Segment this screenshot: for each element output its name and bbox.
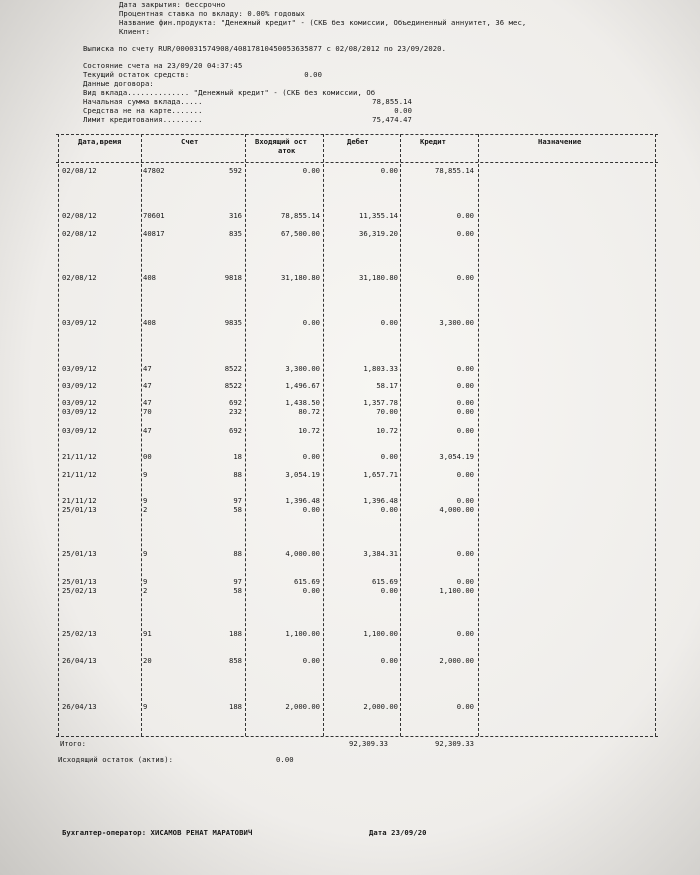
- table-cell-account: 40817: [143, 229, 165, 238]
- table-cell-incoming: 78,855.14: [281, 211, 320, 220]
- table-cell-account: 9835: [224, 318, 242, 327]
- table-cell-incoming: 31,180.80: [281, 273, 320, 282]
- table-cell-date: 21/11/12: [62, 470, 97, 479]
- table-cell-account: 47802: [143, 166, 165, 175]
- table-cell-date: 21/11/12: [62, 496, 97, 505]
- table-cell-incoming: 0.00: [302, 452, 320, 461]
- table-cell-date: 03/09/12: [62, 318, 97, 327]
- table-cell-credit: 2,000.00: [439, 656, 474, 665]
- table-header-incoming-2: аток: [278, 146, 296, 155]
- account-info-value: 78,855.14: [372, 97, 412, 106]
- table-cell-date: 03/09/12: [62, 426, 97, 435]
- table-cell-date: 02/08/12: [62, 211, 97, 220]
- table-cell-incoming: 67,500.00: [281, 229, 320, 238]
- table-column-rule: [323, 134, 324, 736]
- table-top-rule: [56, 134, 658, 135]
- table-cell-debit: 58.17: [376, 381, 398, 390]
- table-cell-credit: 0.00: [456, 398, 474, 407]
- account-info-value: 0.00: [394, 106, 412, 115]
- table-cell-account: 9: [143, 702, 148, 711]
- table-cell-incoming: 0.00: [302, 656, 320, 665]
- table-cell-account: 692: [229, 426, 242, 435]
- table-cell-incoming: 1,496.67: [285, 381, 320, 390]
- table-cell-account: 9: [143, 577, 148, 586]
- table-cell-account: 858: [229, 656, 242, 665]
- table-cell-debit: 1,657.71: [363, 470, 398, 479]
- table-cell-date: 25/02/13: [62, 586, 97, 595]
- table-cell-date: 02/08/12: [62, 166, 97, 175]
- report-date: Дата 23/09/20: [369, 828, 427, 837]
- table-cell-account: 8522: [224, 381, 242, 390]
- table-cell-incoming: 4,000.00: [285, 549, 320, 558]
- table-cell-date: 03/09/12: [62, 381, 97, 390]
- table-cell-credit: 0.00: [456, 549, 474, 558]
- table-header-credit: Кредит: [420, 137, 446, 146]
- table-cell-credit: 0.00: [456, 426, 474, 435]
- table-cell-incoming: 1,438.50: [285, 398, 320, 407]
- table-cell-credit: 0.00: [456, 273, 474, 282]
- table-cell-debit: 1,803.33: [363, 364, 398, 373]
- table-cell-account: 835: [229, 229, 242, 238]
- table-cell-account: 692: [229, 398, 242, 407]
- table-cell-credit: 1,100.00: [439, 586, 474, 595]
- table-cell-debit: 0.00: [380, 656, 398, 665]
- table-cell-incoming: 3,054.19: [285, 470, 320, 479]
- table-cell-incoming: 0.00: [302, 505, 320, 514]
- totals-debit: 92,309.33: [349, 739, 388, 748]
- totals-credit: 92,309.33: [435, 739, 474, 748]
- accountant-name: Бухгалтер-оператор: ХИСАМОВ РЕНАТ МАРАТОВИЧ: [62, 828, 253, 837]
- table-cell-date: 03/09/12: [62, 398, 97, 407]
- table-cell-account: 00: [143, 452, 152, 461]
- table-cell-account: 47: [143, 398, 152, 407]
- table-cell-credit: 0.00: [456, 229, 474, 238]
- table-cell-credit: 3,300.00: [439, 318, 474, 327]
- outgoing-balance-label: Исходящий остаток (актив):: [58, 755, 174, 764]
- table-cell-date: 25/01/13: [62, 577, 97, 586]
- table-cell-account: 47: [143, 426, 152, 435]
- table-cell-account: 91: [143, 629, 152, 638]
- table-cell-credit: 78,855.14: [435, 166, 474, 175]
- table-cell-credit: 0.00: [456, 211, 474, 220]
- table-cell-date: 03/09/12: [62, 407, 97, 416]
- table-header-rule: [56, 162, 658, 163]
- table-cell-credit: 0.00: [456, 702, 474, 711]
- table-cell-credit: 3,054.19: [439, 452, 474, 461]
- table-cell-account: 20: [143, 656, 152, 665]
- account-info-value: 0.00: [304, 70, 322, 79]
- table-cell-credit: 0.00: [456, 577, 474, 586]
- account-info-value: 75,474.47: [372, 115, 412, 124]
- table-cell-credit: 0.00: [456, 496, 474, 505]
- account-info-label: Данные договора:: [83, 79, 154, 88]
- table-column-rule: [141, 134, 142, 736]
- table-cell-credit: 0.00: [456, 407, 474, 416]
- table-bottom-rule: [56, 736, 658, 737]
- table-cell-account: 232: [229, 407, 242, 416]
- table-cell-debit: 2,000.00: [363, 702, 398, 711]
- table-cell-incoming: 80.72: [298, 407, 320, 416]
- table-cell-account: 88: [233, 470, 242, 479]
- table-column-rule: [400, 134, 401, 736]
- product-name: Название фин.продукта: "Денежный кредит" - (СКБ без комиссии, Объединенный аннуитет, 36 мес,: [119, 18, 527, 27]
- table-cell-credit: 0.00: [456, 381, 474, 390]
- account-info-label: Состояние счета на 23/09/20 04:37:45: [83, 61, 243, 70]
- table-cell-credit: 4,000.00: [439, 505, 474, 514]
- statement-title: Выписка по счету RUR/000031574908/40817810450053635877 с 02/08/2012 по 23/09/2020.: [83, 44, 447, 53]
- table-cell-incoming: 0.00: [302, 586, 320, 595]
- table-cell-account: 2: [143, 586, 148, 595]
- table-cell-debit: 1,357.78: [363, 398, 398, 407]
- table-cell-date: 26/04/13: [62, 702, 97, 711]
- table-cell-incoming: 3,300.00: [285, 364, 320, 373]
- table-cell-account: 58: [233, 505, 242, 514]
- closing-date: Дата закрытия: бессрочно: [119, 0, 226, 9]
- table-cell-incoming: 1,396.48: [285, 496, 320, 505]
- table-cell-debit: 0.00: [380, 452, 398, 461]
- table-cell-date: 02/08/12: [62, 229, 97, 238]
- table-cell-account: 2: [143, 505, 148, 514]
- table-column-rule: [655, 134, 656, 736]
- table-cell-account: 9: [143, 549, 148, 558]
- table-cell-account: 88: [233, 549, 242, 558]
- table-cell-debit: 0.00: [380, 586, 398, 595]
- table-cell-incoming: 1,100.00: [285, 629, 320, 638]
- table-cell-debit: 0.00: [380, 318, 398, 327]
- table-cell-credit: 0.00: [456, 470, 474, 479]
- table-cell-account: 9818: [224, 273, 242, 282]
- table-cell-date: 26/04/13: [62, 656, 97, 665]
- table-cell-account: 58: [233, 586, 242, 595]
- table-cell-debit: 11,355.14: [359, 211, 398, 220]
- client-label: Клиент:: [119, 27, 150, 36]
- table-cell-incoming: 0.00: [302, 318, 320, 327]
- table-cell-incoming: 0.00: [302, 166, 320, 175]
- table-cell-incoming: 10.72: [298, 426, 320, 435]
- table-cell-account: 188: [229, 702, 242, 711]
- account-info-label: Текущий остаток средств:: [83, 70, 190, 79]
- table-column-rule: [58, 134, 59, 736]
- table-cell-debit: 70.00: [376, 407, 398, 416]
- table-cell-account: 70: [143, 407, 152, 416]
- table-cell-date: 21/11/12: [62, 452, 97, 461]
- table-cell-account: 8522: [224, 364, 242, 373]
- table-cell-credit: 0.00: [456, 364, 474, 373]
- table-header-incoming-1: Входящий ост: [255, 137, 307, 146]
- table-cell-debit: 615.69: [372, 577, 398, 586]
- account-info-label: Начальная сумма вклада.....: [83, 97, 203, 106]
- table-cell-account: 408: [143, 273, 156, 282]
- account-info-label: Средства не на карте.......: [83, 106, 203, 115]
- table-cell-account: 97: [233, 496, 242, 505]
- table-cell-account: 9: [143, 496, 148, 505]
- table-column-rule: [478, 134, 479, 736]
- table-cell-debit: 0.00: [380, 166, 398, 175]
- table-cell-date: 03/09/12: [62, 364, 97, 373]
- table-cell-account: 408: [143, 318, 156, 327]
- account-info-label: Лимит кредитования.........: [83, 115, 203, 124]
- table-header-date: Дата,время: [78, 137, 122, 146]
- table-cell-account: 592: [229, 166, 242, 175]
- interest-rate: Процентная ставка по вкладу: 0.00% годовых: [119, 9, 305, 18]
- table-cell-incoming: 615.69: [294, 577, 320, 586]
- table-cell-account: 70601: [143, 211, 165, 220]
- table-cell-account: 9: [143, 470, 148, 479]
- table-cell-account: 97: [233, 577, 242, 586]
- table-header-account: Счет: [181, 137, 199, 146]
- table-cell-account: 47: [143, 364, 152, 373]
- table-cell-debit: 36,319.20: [359, 229, 398, 238]
- table-cell-account: 47: [143, 381, 152, 390]
- table-header-debit: Дебет: [347, 137, 369, 146]
- table-cell-credit: 0.00: [456, 629, 474, 638]
- table-cell-date: 02/08/12: [62, 273, 97, 282]
- table-cell-debit: 1,396.48: [363, 496, 398, 505]
- table-cell-date: 25/01/13: [62, 549, 97, 558]
- table-cell-date: 25/02/13: [62, 629, 97, 638]
- account-info-label: Вид вклада.............. "Денежный кредит" - (СКБ без комиссии, Об: [83, 88, 376, 97]
- table-cell-debit: 1,100.00: [363, 629, 398, 638]
- table-cell-date: 25/01/13: [62, 505, 97, 514]
- table-column-rule: [245, 134, 246, 736]
- table-header-purpose: Назначение: [538, 137, 582, 146]
- table-cell-debit: 31,180.80: [359, 273, 398, 282]
- table-cell-account: 316: [229, 211, 242, 220]
- table-cell-account: 188: [229, 629, 242, 638]
- table-cell-account: 18: [233, 452, 242, 461]
- totals-label: Итого:: [60, 739, 86, 748]
- table-cell-debit: 10.72: [376, 426, 398, 435]
- outgoing-balance-value: 0.00: [276, 755, 294, 764]
- table-cell-debit: 0.00: [380, 505, 398, 514]
- table-cell-incoming: 2,000.00: [285, 702, 320, 711]
- table-cell-debit: 3,384.31: [363, 549, 398, 558]
